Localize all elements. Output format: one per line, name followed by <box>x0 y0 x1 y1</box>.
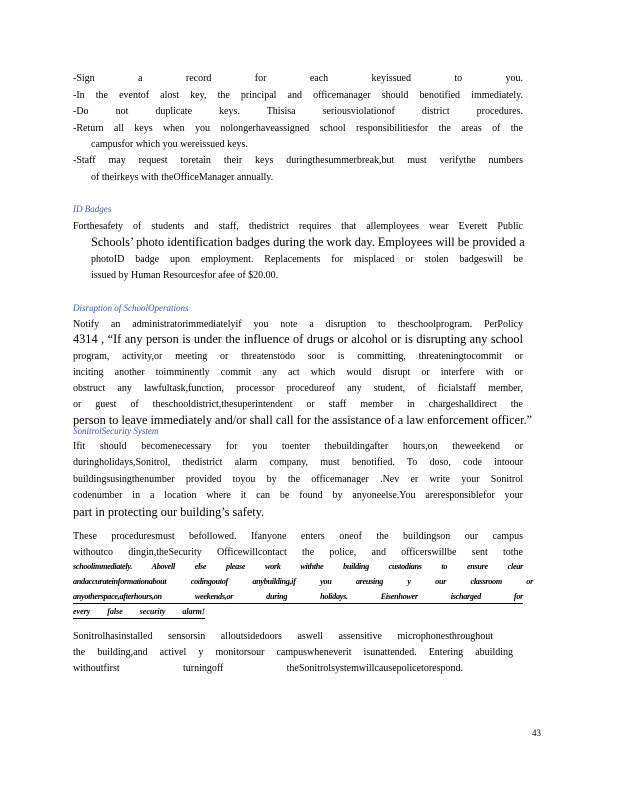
sensors-line-3: withoutfirst turningoff theSonitrolsystemwillcausepolicetorespond. <box>73 663 463 674</box>
sonitrol-heading: SonitrolSecurity System <box>73 426 159 436</box>
id-badges-line-4: issued by Human Resourcesfor afee of $20.00. <box>91 270 279 281</box>
procedures-line-5: anyotherspace,afterhours,on weekends,or during holidays. Eisenhower ischarged for <box>73 592 523 601</box>
keys-line-5: campusfor which you wereissued keys. <box>91 139 248 150</box>
sonitrol-line-2: duringholidays,Sonitrol, thedistrict alarm company, must benotified. To doso, code intoour <box>73 457 523 468</box>
disruption-line-3: program, activity,or meeting or threatenstodo soor is committing, threateningtocommit or <box>73 351 523 362</box>
procedures-line-3: schoolimmediately. Abovell else please work withthe building custodians to ensure clear <box>73 562 523 571</box>
procedures-line-4: andaccurateinformationabout codingoutof anybuilding,if you areusing y our classroom or <box>73 577 533 586</box>
keys-line-3: -Do not duplicate keys. Thisisa seriousviolationof district procedures. <box>73 106 523 117</box>
id-badges-line-1: Forthesafety of students and staff, thedistrict requires that allemployees wear Everett Public <box>73 221 523 232</box>
underline-rule-2 <box>73 618 205 619</box>
sonitrol-line-3: buildingsusingthenumber provided toyou by the officemanager .Nev er write your Sonitrol <box>73 474 523 485</box>
keys-line-4: -Return all keys when you nolongerhaveassigned school responsibilitiesfor the areas of the <box>73 123 523 134</box>
disruption-line-6: or guest of theschooldistrict,thesuperintendent or staff member in chargeshalldirect the <box>73 399 523 410</box>
page-number: 43 <box>532 728 541 738</box>
sonitrol-line-4: codenumber in a location where it can be found by anyoneelse.You areresponsiblefor your <box>73 490 523 501</box>
disruption-line-1: Notify an administratorimmediatelyif you note a disruption to theschoolprogram. PerPolicy <box>73 319 523 330</box>
id-badges-line-2: Schools’ photo identification badges during the work day. Employees will be provided a <box>91 235 525 249</box>
sensors-line-2: the building,and activel y monitorsour campuswheneverit isunattended. Entering abuilding <box>73 647 513 658</box>
disruption-heading: Disruption of SchoolOperations <box>73 303 189 313</box>
id-badges-line-3: photoID badge upon employment. Replacements for misplaced or stolen badgeswill be <box>91 254 523 265</box>
sonitrol-line-1: Ifit should becomenecessary for you toenter thebuildingafter hours,on theweekend or <box>73 441 523 452</box>
keys-line-7: of theirkeys with theOfficeManager annually. <box>91 172 274 183</box>
disruption-line-4: inciting another toimminently commit any act which would disrupt or interfere with or <box>73 367 523 378</box>
sensors-line-1: Sonitrolhasinstalled sensorsin alloutsidedoors aswell assensitive microphonesthroughout <box>73 631 493 642</box>
keys-line-2: -In the eventof alost key, the principal and officemanager should benotified immediately. <box>73 90 523 101</box>
disruption-line-7: person to leave immediately and/or shall call for the assistance of a law enforcement officer.” <box>73 413 533 427</box>
procedures-line-1: These proceduresmust befollowed. Ifanyone enters oneof the buildingson our campus <box>73 531 523 542</box>
procedures-line-2: withoutco dingin,theSecurity Officewillcontact the police, and officerswillbe sent tothe <box>73 547 523 558</box>
disruption-line-2: 4314 , “If any person is under the influence of drugs or alcohol or is disrupting any school <box>73 332 523 346</box>
underline-rule-1 <box>73 603 523 604</box>
sonitrol-line-5: part in protecting our building’s safety. <box>73 505 265 519</box>
id-badges-heading: ID Badges <box>73 204 112 214</box>
keys-line-6: -Staff may request toretain their keys duringthesummerbreak,but must verifythe numbers <box>73 155 523 166</box>
keys-line-1: -Sign a record for each keyissued to you. <box>73 73 523 84</box>
procedures-line-6: every false security alarm! <box>73 607 205 616</box>
disruption-line-5: obstruct any lawfultask,function, processor procedureof any student, of ficialstaff member, <box>73 383 523 394</box>
